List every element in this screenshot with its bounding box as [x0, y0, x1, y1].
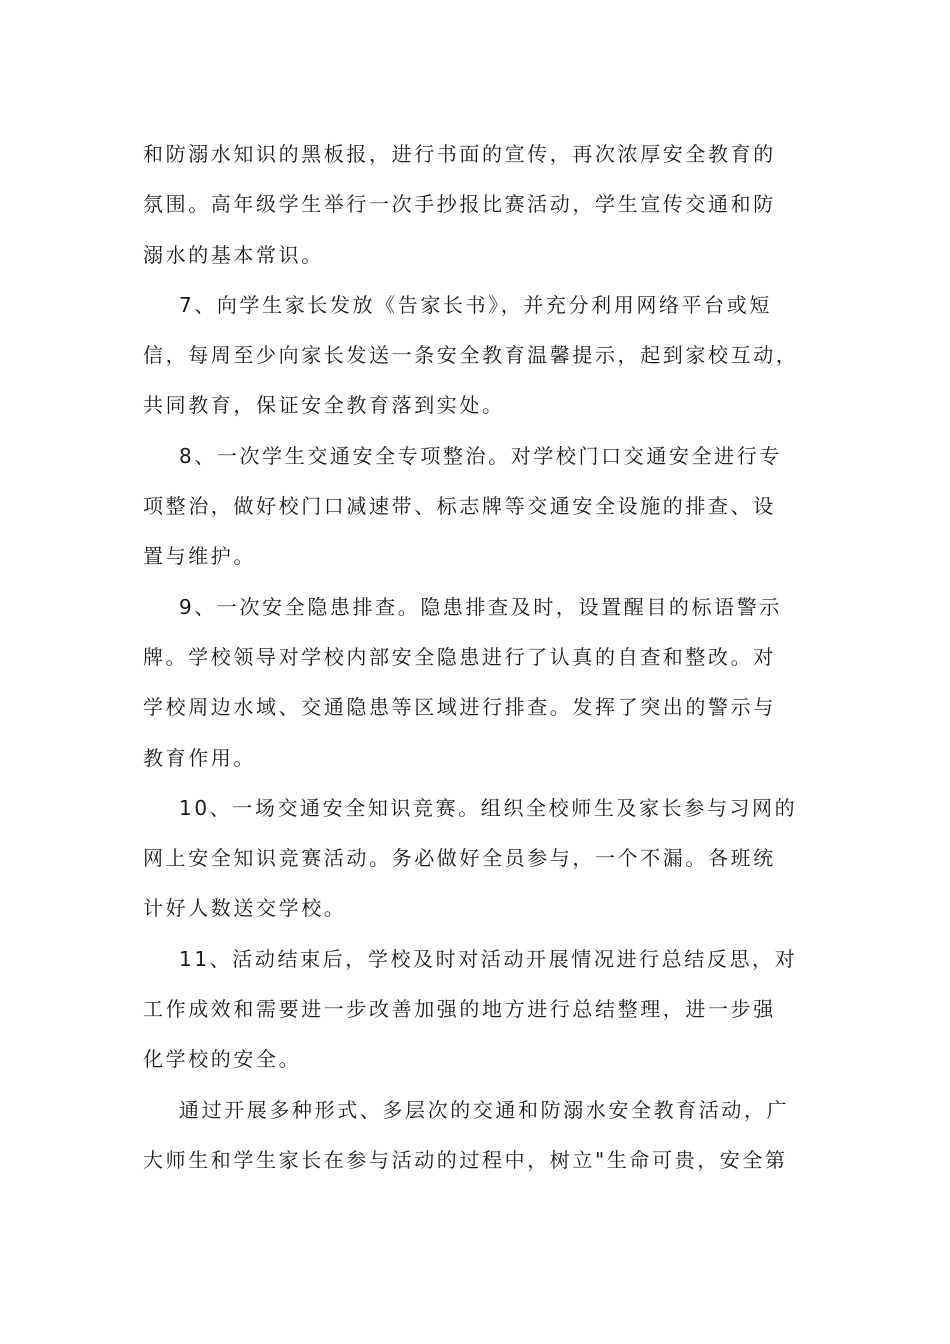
text-line: 牌。学校领导对学校内部安全隐患进行了认真的自查和整改。对	[143, 644, 776, 669]
paragraph-10-start: 10、一场交通安全知识竞赛。组织全校师生及家长参与习网的	[179, 795, 798, 820]
text-line: 氛围。高年级学生举行一次手抄报比赛活动，学生宣传交通和防	[143, 192, 776, 217]
text-line: 共同教育，保证安全教育落到实处。	[143, 393, 505, 418]
text-line: 化学校的安全。	[143, 1047, 302, 1072]
text-line: 和防溺水知识的黑板报，进行书面的宣传，再次浓厚安全教育的	[143, 142, 776, 166]
text-line: 计好人数送交学校。	[143, 896, 347, 921]
text-line: 项整治，做好校门口减速带、标志牌等交通安全设施的排查、设	[143, 494, 776, 519]
paragraph-8-start: 8、一次学生交通安全专项整治。对学校门口交通安全进行专	[179, 443, 782, 468]
text-line: 信，每周至少向家长发送一条安全教育温馨提示，起到家校互动，	[143, 343, 799, 368]
text-line: 置与维护。	[143, 544, 256, 569]
paragraph-11-start: 11、活动结束后，学校及时对活动开展情况进行总结反思，对	[179, 946, 798, 971]
text-line: 网上安全知识竞赛活动。务必做好全员参与，一个不漏。各班统	[143, 846, 776, 871]
document-body	[143, 129, 799, 1185]
text-line: 溺水的基本常识。	[143, 242, 324, 267]
paragraph-9-start: 9、一次安全隐患排查。隐患排查及时，设置醒目的标语警示	[179, 594, 782, 619]
paragraph-summary-start: 通过开展多种形式、多层次的交通和防溺水安全教育活动，广	[179, 1097, 790, 1122]
text-line: 工作成效和需要进一步改善加强的地方进行总结整理，进一步强	[143, 997, 776, 1022]
paragraph-7-start: 7、向学生家长发放《告家长书》，并充分利用网络平台或短	[179, 292, 772, 317]
text-line: 学校周边水域、交通隐患等区域进行排查。发挥了突出的警示与	[143, 695, 776, 720]
text-line: 教育作用。	[143, 745, 256, 770]
text-line: 大师生和学生家长在参与活动的过程中，树立"生命可贵，安全第	[143, 1147, 788, 1172]
